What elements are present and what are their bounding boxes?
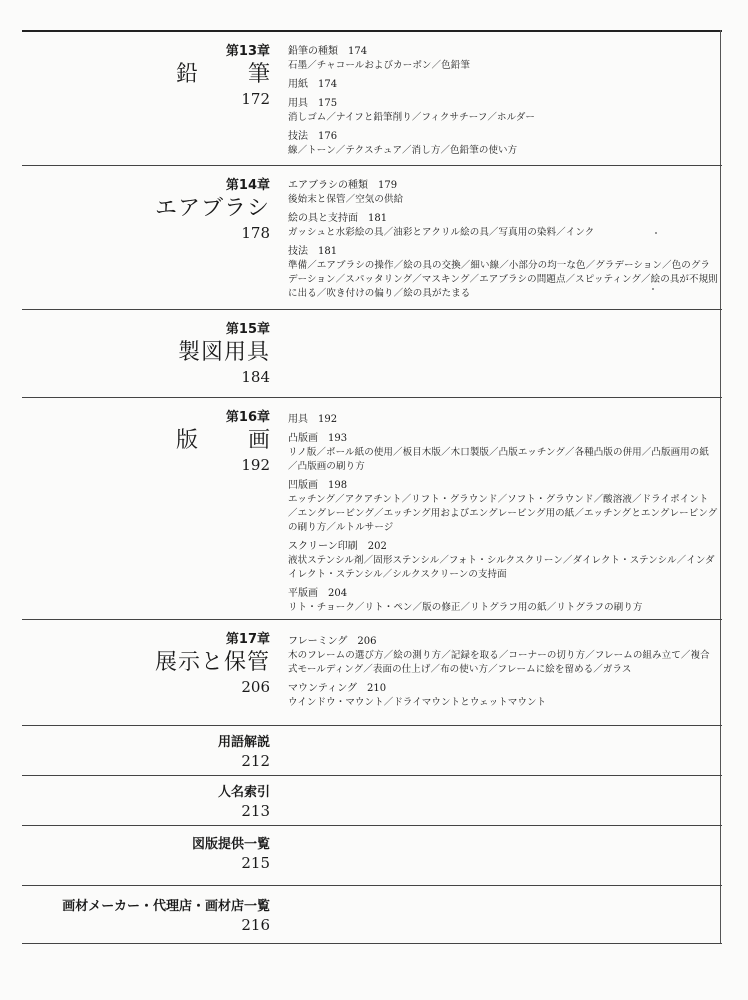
misc-title: 用語解説 [217, 735, 270, 750]
chapter-16 [22, 398, 722, 620]
misc-illustration-credits [22, 826, 722, 886]
toc-page [22, 30, 722, 944]
misc-page: 212 [241, 752, 270, 770]
chapter-13 [22, 32, 722, 166]
topic: 凹版画 198 エッチング／アクアチント／リフト・グラウンド／ソフト・グラウンド／酸溶液／ドライポイント／エングレービング／エッチング用およびエングレービング用の紙／エッチングとエングレービングの刷り方／ルトルサージ [288, 480, 718, 533]
chapter-title: エアブラシ [154, 196, 270, 221]
topic: 平版画 204 リト・チョーク／リト・ペン／版の修正／リトグラフ用の紙／リトグラフの刷り方 [288, 588, 643, 613]
chapter-page: 192 [241, 456, 270, 474]
chapter-title: 展示と保管 [154, 650, 270, 675]
chapter-title: 製図用具 [177, 340, 270, 365]
chapter-17 [22, 620, 722, 726]
misc-title: 人名索引 [217, 785, 270, 800]
chapter-number: 第15章 [225, 322, 270, 337]
chapter-number: 第17章 [225, 632, 270, 647]
chapter-number: 第13章 [225, 44, 270, 59]
chapter-page: 184 [241, 368, 270, 386]
topic: フレーミング 206 木のフレームの選び方／絵の測り方／記録を取る／コーナーの切り方／フレームの組み立て／複合式モールディング／表面の仕上げ／布の使い方／フレームに絵を留める／ガラス [288, 636, 710, 675]
topic: 用具 192 [288, 414, 338, 425]
misc-page: 216 [241, 916, 270, 934]
misc-title: 画材メーカー・代理店・画材店一覧 [62, 899, 270, 914]
topic: 絵の具と支持面 181 ガッシュと水彩絵の具／油彩とアクリル絵の具／写真用の染料／インク [288, 213, 595, 238]
chapter-title: 鉛 筆 [175, 62, 284, 87]
topic: 凸版画 193 リノ版／ボール紙の使用／板目木版／木口製版／凸版エッチング／各種凸版の併用／凸版画用の紙／凸版画の刷り方 [288, 433, 709, 472]
chapter-number: 第16章 [225, 410, 270, 425]
chapter-15 [22, 310, 722, 398]
topic: 技法 176 線／トーン／テクスチュア／消し方／色鉛筆の使い方 [288, 131, 518, 156]
topic: 用具 175 消しゴム／ナイフと鉛筆削り／フィクサチーフ／ホルダー [288, 98, 536, 123]
chapter-page: 172 [241, 90, 270, 108]
topic: マウンティング 210 ウインドウ・マウント／ドライマウントとウェットマウント [288, 683, 547, 708]
misc-glossary [22, 726, 722, 776]
chapter-14 [22, 166, 722, 310]
chapter-page: 178 [241, 224, 270, 242]
misc-title: 図版提供一覧 [191, 837, 270, 852]
topic: スクリーン印刷 202 液状ステンシル剤／固形ステンシル／フォト・シルクスクリーン／ダイレクト・ステンシル／インダイレクト・ステンシル／シルクスクリーンの支持面 [288, 541, 715, 580]
misc-name-index [22, 776, 722, 826]
misc-page: 215 [241, 854, 270, 872]
topic: 用紙 174 [288, 79, 338, 90]
chapter-number: 第14章 [225, 178, 270, 193]
misc-page: 213 [241, 802, 270, 820]
misc-suppliers [22, 886, 722, 944]
speck [655, 232, 657, 234]
speck [652, 288, 654, 290]
topic: エアブラシの種類 179 後始末と保管／空気の供給 [288, 180, 404, 205]
chapter-title: 版 画 [175, 428, 284, 453]
topic: 技法 181 準備／エアブラシの操作／絵の具の交換／細い線／小部分の均一な色／グラデーション／色のグラデーション／スパッタリング／マスキング／エアブラシの問題点／スピッティング／絵の具が不規則に出る／吹き付けの偏り／絵の具がたまる [288, 246, 718, 299]
chapter-page: 206 [241, 678, 270, 696]
topic: 鉛筆の種類 174 石墨／チャコールおよびカーボン／色鉛筆 [288, 46, 470, 71]
